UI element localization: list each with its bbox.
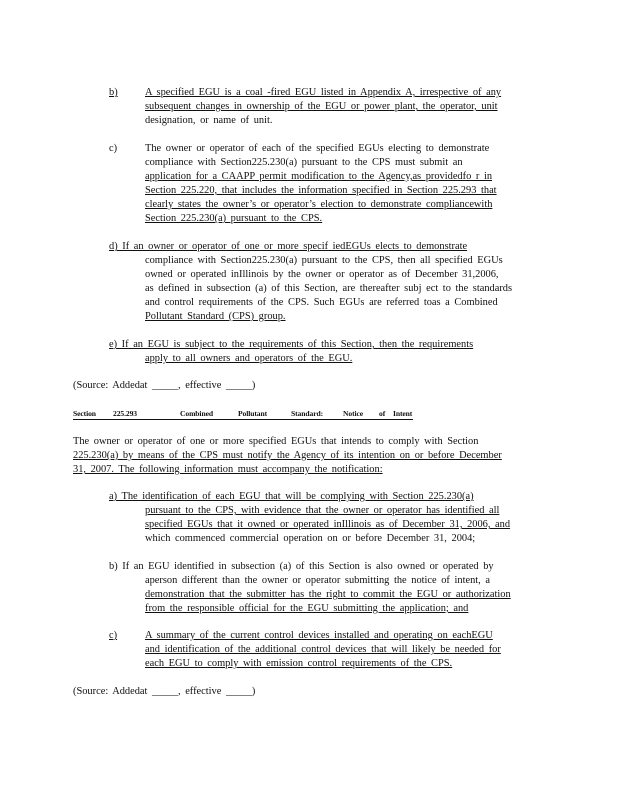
notice-a-line-4: which commenced commercial operation on or before December 31, 2004; <box>145 533 476 544</box>
intro-line-2: 225.230(a) by means of the CPS must notify the Agency of its intention on or before December <box>73 450 502 461</box>
heading-word-5: of <box>379 409 386 418</box>
item-b-line-3: designation, or name of unit. <box>145 115 273 126</box>
source-note-2: (Source: Addedat _____, effective _____) <box>73 686 256 697</box>
heading-word-6: Intent <box>393 409 413 418</box>
item-c-line-3: application for a CAAPP permit modification to the Agency,as providedfo r in <box>145 171 493 182</box>
notice-c-label: c) <box>109 630 118 641</box>
item-d-line-1: d) If an owner or operator of one or more specif iedEGUs elects to demonstrate <box>109 241 468 252</box>
notice-c-line-2: and identification of the additional control devices that will likely be needed for <box>145 644 501 655</box>
item-d-line-6: Pollutant Standard (CPS) group. <box>145 311 286 322</box>
item-d-line-2: compliance with Section225.230(a) pursuant to the CPS, then all specified EGUs <box>145 255 503 266</box>
intro-line-3: 31, 2007. The following information must accompany the notification: <box>73 464 383 475</box>
notice-b-line-1: b) If an EGU identified in subsection (a) of this Section is also owned or operated by <box>109 561 494 572</box>
heading-word-2: Pollutant <box>238 409 268 418</box>
heading-section-word: Section <box>73 409 96 418</box>
notice-b-line-4: from the responsible official for the EGU submitting the application; and <box>145 603 469 614</box>
item-c-line-1: The owner or operator of each of the specified EGUs electing to demonstrate <box>145 143 490 154</box>
item-b-line-2: subsequent changes in ownership of the EGU or power plant, the operator, unit <box>145 101 498 112</box>
heading-word-1: Combined <box>180 409 213 418</box>
item-e-line-1: e) If an EGU is subject to the requirements of this Section, then the requirements <box>109 339 474 350</box>
item-c-line-4: Section 225.220, that includes the information specified in Section 225.293 that <box>145 185 497 196</box>
heading-word-3: Standard: <box>291 409 324 418</box>
item-b-line-1: A specified EGU is a coal -fired EGU listed in Appendix A, irrespective of any <box>145 87 502 98</box>
notice-c-line-1: A summary of the current control devices installed and operating on eachEGU <box>145 630 493 641</box>
notice-a-line-1: a) The identification of each EGU that will be complying with Section 225.230(a) <box>109 491 474 502</box>
item-d-line-3: owned or operated inIllinois by the owner or operator as of December 31,2006, <box>145 269 499 280</box>
notice-a-line-2: pursuant to the CPS, with evidence that the owner or operator has identified all <box>145 505 500 516</box>
heading-word-4: Notice <box>343 409 364 418</box>
notice-a-line-3: specified EGUs that it owned or operated inIllinois as of December 31, 2006, and <box>145 519 511 530</box>
source-note-1: (Source: Addedat _____, effective _____) <box>73 380 256 391</box>
item-c-label: c) <box>109 143 118 154</box>
item-c-line-5: clearly states the owner’s or operator’s election to demonstrate compliancewith <box>145 199 493 210</box>
item-e-line-2: apply to all owners and operators of the EGU. <box>145 353 353 364</box>
item-b-label: b) <box>109 87 118 98</box>
notice-c-line-3: each EGU to comply with emission control requirements of the CPS. <box>145 658 453 669</box>
item-d-line-4: as defined in subsection (a) of this Section, are thereafter subj ect to the standards <box>145 283 513 294</box>
notice-b-line-3: demonstration that the submitter has the right to commit the EGU or authorization <box>145 589 511 600</box>
heading-section-number: 225.293 <box>113 409 137 418</box>
notice-b-line-2: aperson different than the owner or operator submitting the notice of intent, a <box>145 575 490 586</box>
item-d-line-5: and control requirements of the CPS. Such EGUs are referred toas a Combined <box>145 297 498 308</box>
item-c-line-6: Section 225.230(a) pursuant to the CPS. <box>145 213 323 224</box>
item-c-line-2: compliance with Section225.230(a) pursuant to the CPS must submit an <box>145 157 463 168</box>
heading-underline <box>73 419 413 420</box>
intro-line-1: The owner or operator of one or more specified EGUs that intends to comply with Section <box>73 436 479 447</box>
